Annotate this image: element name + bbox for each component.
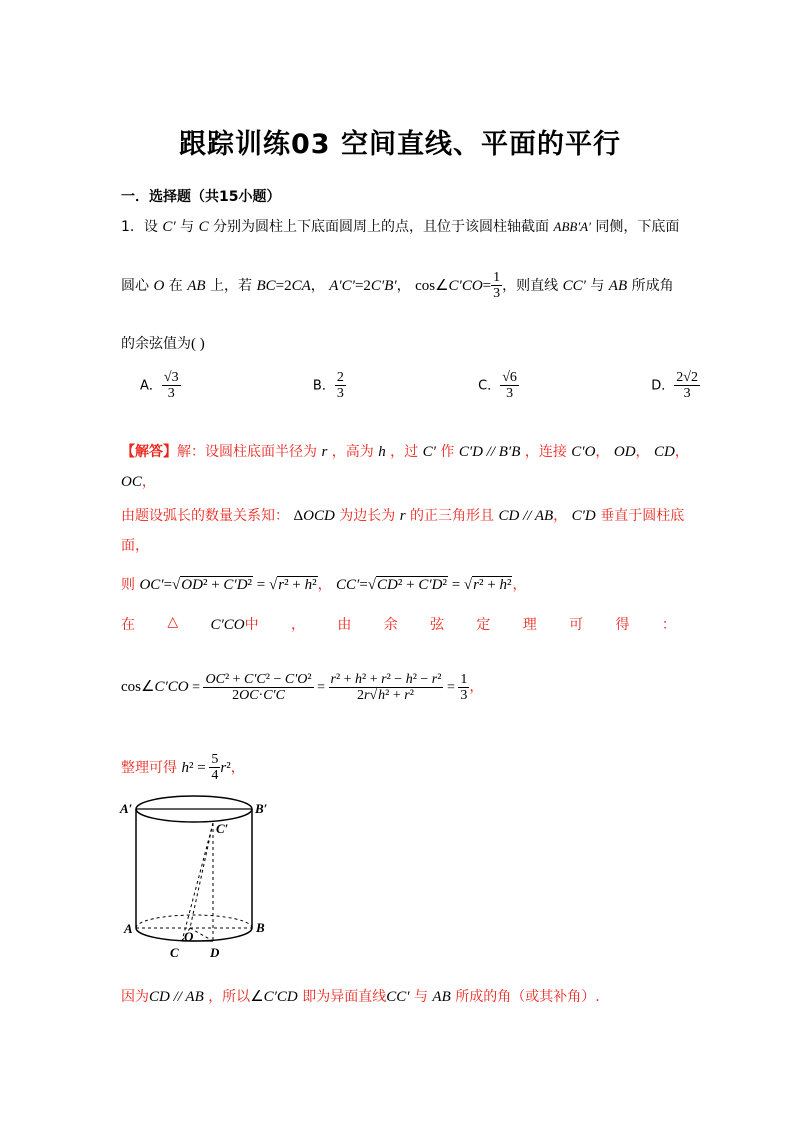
label-d: D xyxy=(210,945,220,960)
options-row xyxy=(140,370,700,402)
section-heading: 一．选择题（共15小题） xyxy=(121,189,281,205)
solution-line-4: 在 △ C′CO中 ， 由 余 弦 定 理 可 得 ： xyxy=(121,614,676,633)
question-1-line-1: 1．设 C′ 与 C 分别为圆柱上下底面圆周上的点，且位于该圆柱轴截面 ABB′A′ 同侧，下底面 xyxy=(121,219,680,235)
cosine-formula: cos∠C′CO = $\frac{\text{OC² + C′C² − C′O²}}{2OC\cdot C'C}$ = $\frac{\text{r² + h² + r² − h² − r²}}{\text{2r√h² + r²}}$ = $\frac{1}{3}$ ， xyxy=(121,672,484,704)
solution-line-7: 因为CD // AB ，所以∠C′CD 即为异面直线CC′ 与 AB 所成的角（或其补角）. xyxy=(121,989,600,1005)
option-b[interactable]: B． $\frac{2}{3}$ xyxy=(312,370,344,402)
label-a: A xyxy=(124,921,133,936)
label-b-prime: B′ xyxy=(255,801,268,816)
cylinder-figure xyxy=(118,795,268,970)
label-o: O xyxy=(184,929,194,944)
option-d[interactable]: D． $\frac{2√2}{3}$ xyxy=(651,370,698,402)
solution-line-1b: OC， xyxy=(121,474,156,490)
page-title: 跟踪训练03 空间直线、平面的平行 xyxy=(179,129,621,160)
label-a-prime: A′ xyxy=(120,801,133,816)
question-1-line-3: 的余弦值为( ) xyxy=(121,336,205,352)
solution-line-2b: 面， xyxy=(121,538,149,554)
question-1-line-2: 圆心 O 在 AB 上，若 BC=2CA， A′C′=2C′B′， cos∠C′CO= $\frac{1}{3}$ ，则直线 CC′ 与 AB 所成角 xyxy=(121,270,674,302)
label-c: C xyxy=(170,945,179,960)
solution-line-6: 整理可得 h² = $\frac{5}{4}$ r²， xyxy=(121,752,245,784)
option-a[interactable]: A． $\frac{√3}{3}$ xyxy=(140,370,179,402)
solution-line-3: 则 OC′=√OD² + C′D² = √r² + h²， CC′=√CD² + C′D² = √r² + h²， xyxy=(121,577,527,593)
option-c[interactable]: C． $\frac{√6}{3}$ xyxy=(478,370,517,402)
label-b: B xyxy=(256,920,265,935)
label-c-prime: C′ xyxy=(216,821,229,836)
solution-line-1: 【解答】解：设圆柱底面半径为 r ，高为 h ，过 C′ 作 C′D // B′B ，连接 C′O， OD， CD， xyxy=(121,444,689,460)
solution-line-2: 由题设弧长的数量关系知： ΔOCD 为边长为 r 的正三角形且 CD // AB， C′D 垂直于圆柱底 xyxy=(121,508,685,524)
